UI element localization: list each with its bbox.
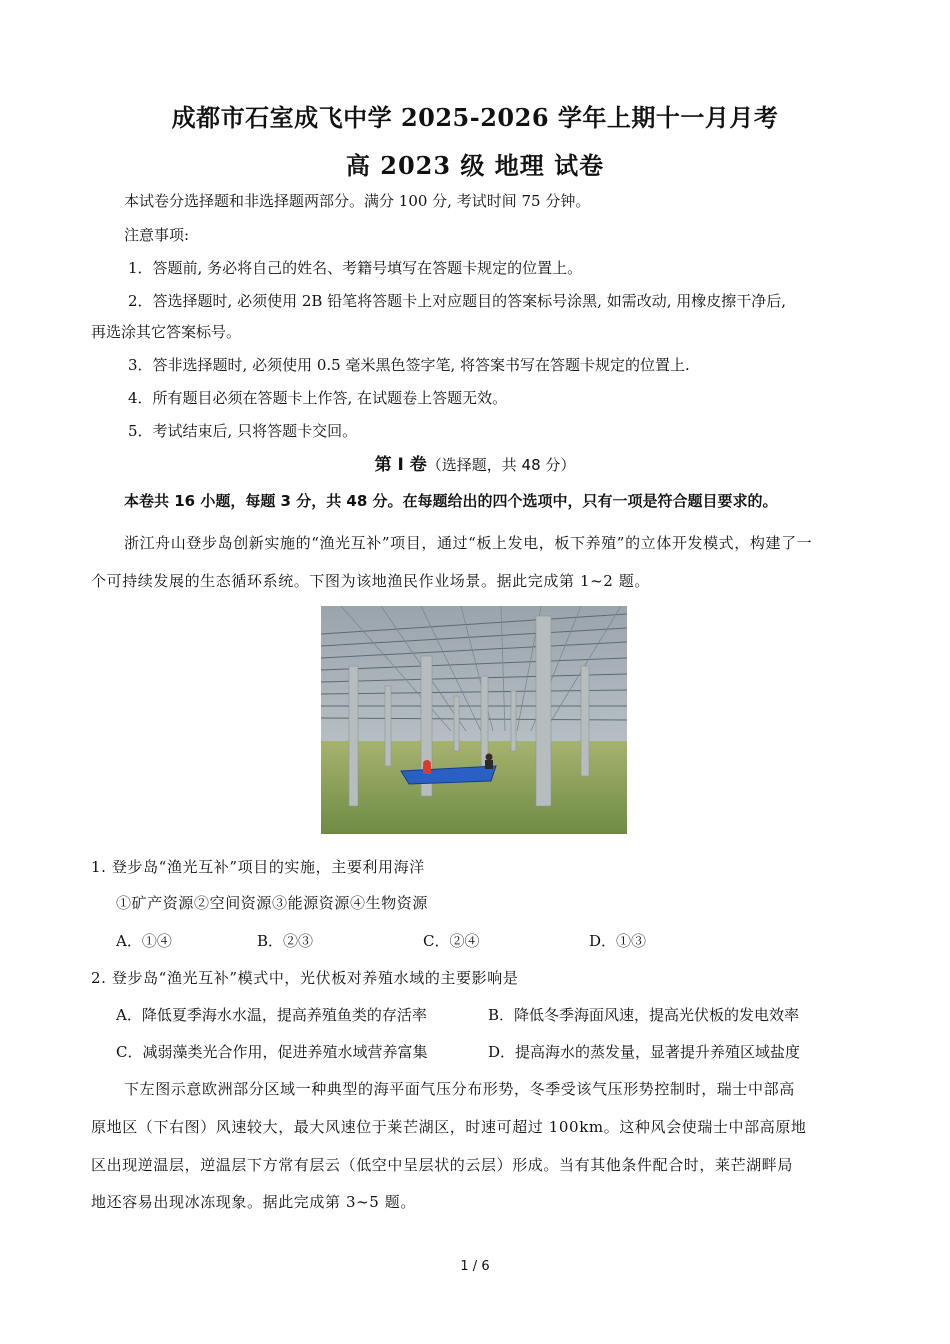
passage2-line2: 原地区（下右图）风速较大，最大风速位于莱芒湖区，时速可超过 100km。这种风会使瑞士中部高原地 <box>91 1118 807 1136</box>
q2-option-d: D．提高海水的蒸发量，显著提升养殖区域盐度 <box>488 1043 801 1061</box>
q2-stem: 2. 登步岛“渔光互补”模式中，光伏板对养殖水域的主要影响是 <box>91 969 519 987</box>
q1-option-c: C．②④ <box>423 932 480 950</box>
exam-summary: 本试卷分选择题和非选择题两部分。满分 100 分, 考试时间 75 分钟。 <box>124 192 591 210</box>
q1-option-d: D．①③ <box>589 932 647 950</box>
passage2-line3: 区出现逆温层，逆温层下方常有层云（低空中呈层状的云层）形成。当有其他条件配合时，莱芒湖畔局 <box>91 1156 794 1174</box>
exam-subtitle: 高 2023 级 地理 试卷 <box>345 151 605 180</box>
note-2b: 再选涂其它答案标号。 <box>91 323 242 341</box>
q2-option-a: A．降低夏季海水水温，提高养殖鱼类的存活率 <box>116 1006 427 1024</box>
q1-option-a: A．①④ <box>116 932 172 950</box>
passage2-line4: 地还容易出现冰冻现象。据此完成第 3~5 题。 <box>91 1193 416 1211</box>
fishery-solar-photo <box>321 606 627 834</box>
page-number: 1 / 6 <box>460 1259 490 1274</box>
section-heading <box>0 455 950 475</box>
passage2-line1: 下左图示意欧洲部分区域一种典型的海平面气压分布形势，冬季受该气压形势控制时，瑞士中部高 <box>124 1080 795 1098</box>
q1-stem: 1. 登步岛“渔光互补”项目的实施，主要利用海洋 <box>91 858 425 876</box>
section-note: 本卷共 16 小题，每题 3 分，共 48 分。在每题给出的四个选项中，只有一项是符合题目要求的。 <box>124 492 778 510</box>
note-2a: 2．答选择题时, 必须使用 2B 铅笔将答题卡上对应题目的答案标号涂黑, 如需改动, 用橡皮擦干净后, <box>128 292 787 310</box>
notes-title: 注意事项: <box>124 226 190 244</box>
q1-option-b: B．②③ <box>257 932 314 950</box>
note-1: 1．答题前, 务必将自己的姓名、考籍号填写在答题卡规定的位置上。 <box>128 259 583 277</box>
q2-option-c: C．减弱藻类光合作用，促进养殖水域营养富集 <box>116 1043 428 1061</box>
note-4: 4．所有题目必须在答题卡上作答, 在试题卷上答题无效。 <box>128 389 508 407</box>
q2-option-b: B．降低冬季海面风速，提高光伏板的发电效率 <box>488 1006 800 1024</box>
passage1-line2: 个可持续发展的生态循环系统。下图为该地渔民作业场景。据此完成第 1~2 题。 <box>91 572 650 590</box>
section-heading-rest: （选择题，共 48 分） <box>426 456 576 474</box>
passage1-line1: 浙江舟山登步岛创新实施的“渔光互补”项目，通过“板上发电，板下养殖”的立体开发模式，构建了一 <box>124 534 813 552</box>
section-heading-bold: 第 I 卷 <box>374 455 427 475</box>
note-5: 5．考试结束后, 只将答题卡交回。 <box>128 422 358 440</box>
q1-items: ①矿产资源②空间资源③能源资源④生物资源 <box>116 894 429 912</box>
exam-title: 成都市石室成飞中学 2025-2026 学年上期十一月月考 <box>171 103 779 132</box>
note-3: 3．答非选择题时, 必须使用 0.5 毫米黑色签字笔, 将答案书写在答题卡规定的位置上. <box>128 356 690 374</box>
